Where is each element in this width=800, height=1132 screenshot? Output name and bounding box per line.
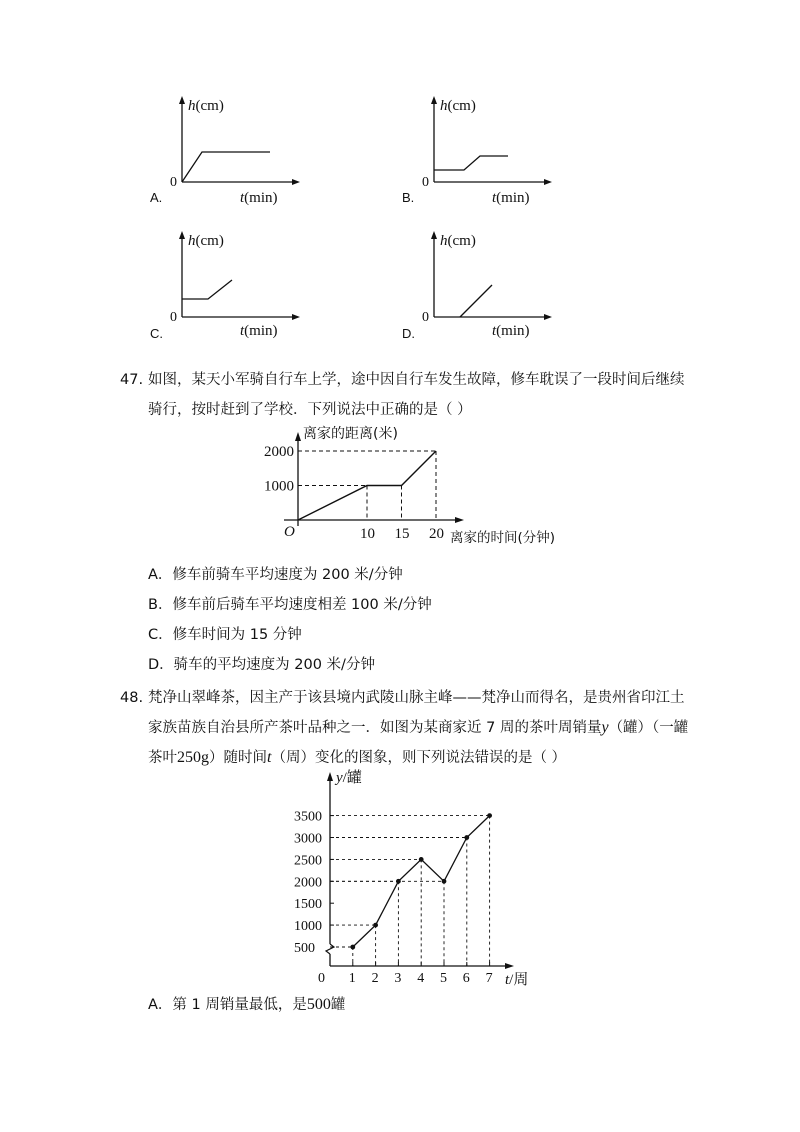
data-point [464, 835, 469, 840]
q48-stem-line2-tail: （罐）（一罐 [608, 720, 689, 736]
q47-option-d[interactable]: D．骑车的平均速度为 200 米/分钟 [148, 657, 375, 673]
x-axis-arrow [505, 963, 514, 969]
q47-option-c[interactable]: C．修车时间为 15 分钟 [148, 627, 302, 643]
q47-option-b[interactable]: B．修车前后骑车平均速度相差 100 米/分钟 [148, 597, 432, 613]
x-tick-label: 1 [348, 971, 356, 986]
q46-graph-a-line [182, 152, 270, 182]
svg-text:0: 0 [422, 310, 429, 325]
x-tick-label: 7 [485, 971, 493, 986]
x-tick-label: 15 [394, 526, 410, 542]
svg-text:0: 0 [170, 175, 177, 190]
svg-text:t(min): t(min) [492, 323, 530, 339]
q47-chart [258, 420, 588, 550]
y-tick-label: 500 [294, 941, 315, 956]
q46-option-b-letter[interactable]: B. [402, 190, 415, 205]
x-tick-label: 20 [429, 526, 444, 542]
svg-text:0: 0 [170, 310, 177, 325]
q48-number: 48. [120, 690, 144, 706]
svg-text:h(cm): h(cm) [188, 98, 224, 114]
q48-var-y: y [601, 719, 609, 736]
q48-stem-line1: 梵净山翠峰茶，因主产于该县境内武陵山脉主峰——梵净山而得名，是贵州省印江土 [148, 690, 685, 706]
q47-number: 47. [120, 372, 144, 388]
q48-stem-line3-c: （周）变化的图象，则下列说法错误的是（ ） [271, 750, 567, 766]
q46-graph-d [420, 225, 560, 345]
q48-option-a[interactable] [148, 996, 345, 1014]
y-tick-label: 1500 [294, 897, 322, 913]
origin-label: O [284, 524, 295, 540]
q47-stem-line2: 骑行，按时赶到了学校．下列说法中正确的是（ ） [148, 402, 472, 418]
svg-text:t(min): t(min) [492, 190, 530, 206]
q48-option-a-num: 500 [306, 996, 331, 1013]
q46-graph-c [168, 225, 308, 345]
data-point [350, 945, 355, 950]
y-tick-label: 2000 [264, 444, 294, 460]
x-tick-label: 2 [371, 971, 379, 986]
svg-text:0: 0 [422, 175, 429, 190]
y-axis-label: 离家的距离(米) [303, 426, 398, 442]
data-point [396, 879, 401, 884]
q48-var-t: t [267, 749, 272, 766]
q48-stem-line3 [148, 749, 566, 767]
y-tick-label: 2000 [294, 875, 322, 891]
y-axis-label: y/罐 [336, 770, 362, 786]
q46-graph-c-line [182, 280, 232, 299]
data-point [373, 923, 378, 928]
q46-option-d-letter[interactable]: D. [402, 326, 415, 341]
q46-option-c-letter[interactable]: C. [150, 326, 163, 341]
q48-stem-line3-b: ）随时间 [209, 750, 267, 766]
q46-graph-b-line [434, 156, 508, 170]
q48-stem-line2-text: 家族苗族自治县所产茶叶品种之一．如图为某商家近 7 周的茶叶周销量 [148, 720, 602, 736]
y-tick-label: 2500 [294, 853, 322, 869]
x-tick-label: 10 [360, 526, 375, 542]
q46-graph-b [420, 90, 560, 210]
x-tick-label: 3 [394, 971, 402, 986]
data-point [487, 813, 492, 818]
x-tick-label: 6 [462, 971, 470, 986]
y-tick-label: 1000 [264, 478, 294, 495]
x-axis-label: 离家的时间(分钟) [450, 530, 556, 546]
svg-text:h(cm): h(cm) [440, 233, 476, 249]
x-tick-label: 5 [440, 971, 447, 986]
svg-text:t(min): t(min) [240, 190, 278, 206]
q48-option-a-unit: 罐 [330, 997, 346, 1013]
q46-option-a-letter[interactable]: A. [150, 190, 163, 205]
y-tick-label: 3000 [294, 831, 322, 847]
q46-graph-a [168, 90, 308, 210]
svg-text:h(cm): h(cm) [188, 233, 224, 249]
q48-chart [290, 768, 560, 988]
x-axis-arrow [455, 517, 464, 523]
y-tick-label: 3500 [294, 809, 322, 825]
y-axis-arrow [295, 432, 301, 441]
q46-graph-d-line [460, 285, 492, 317]
svg-text:h(cm): h(cm) [440, 98, 476, 114]
origin-label: 0 [318, 971, 325, 986]
x-tick-label: 4 [417, 971, 425, 986]
svg-text:t(min): t(min) [240, 323, 278, 339]
q47-stem-line1: 如图，某天小军骑自行车上学，途中因自行车发生故障，修车耽误了一段时间后继续 [148, 372, 685, 388]
y-axis-break [326, 944, 334, 954]
x-axis-label: t/周 [505, 972, 529, 988]
q47-option-a[interactable]: A．修车前骑车平均速度为 200 米/分钟 [148, 567, 403, 583]
q48-stem-line2 [148, 719, 688, 737]
data-point [419, 857, 424, 862]
data-point [442, 879, 447, 884]
q48-amount: 250g [177, 749, 209, 766]
y-axis-arrow [327, 772, 333, 781]
y-tick-label: 1000 [294, 919, 322, 935]
q48-option-a-text: A．第 1 周销量最低，是 [148, 997, 307, 1013]
q48-stem-line3-a: 茶叶 [148, 750, 177, 766]
